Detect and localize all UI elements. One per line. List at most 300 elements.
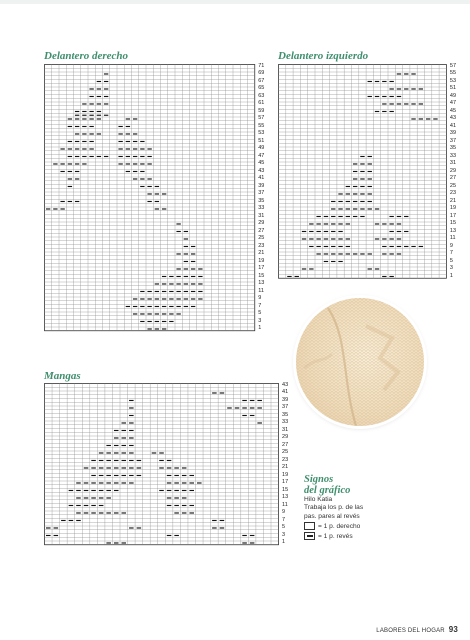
left-front-purl-stitch (389, 223, 393, 224)
left-front-purl-stitch (375, 81, 379, 82)
left-front-row-number: 3 (449, 265, 453, 272)
sleeves-purl-stitch (182, 475, 187, 476)
sleeves-purl-stitch (76, 490, 81, 491)
right-front-purl-stitch (104, 88, 108, 89)
knit-stitch-row (296, 385, 424, 388)
sleeves-purl-stitch (250, 407, 255, 408)
sleeves-purl-stitch (220, 527, 225, 528)
left-front-row-number: 53 (449, 77, 457, 84)
sleeves-purl-stitch (167, 490, 172, 491)
left-front-purl-stitch (360, 171, 364, 172)
right-front-purl-stitch (140, 148, 144, 149)
left-front-purl-stitch (338, 261, 342, 262)
knit-stitch-row (296, 406, 424, 409)
sleeves-purl-stitch (174, 490, 179, 491)
right-front-purl-stitch (97, 88, 101, 89)
knit-stitch-row (296, 388, 424, 391)
right-front-purl-stitch (68, 201, 72, 202)
sleeves-row-number: 13 (282, 494, 289, 501)
left-front-purl-stitch (368, 178, 372, 179)
knit-stitch-row (296, 421, 424, 424)
legend-title-line1: Signos (304, 474, 334, 485)
left-front-purl-stitch (331, 201, 335, 202)
knit-stitch-row (296, 346, 424, 349)
sleeves-purl-stitch (76, 505, 81, 506)
left-front-purl-stitch (360, 178, 364, 179)
left-front-purl-stitch (316, 223, 320, 224)
right-front-purl-stitch (184, 283, 188, 284)
right-front-row-number: 31 (258, 212, 265, 219)
knit-stitch-row (296, 373, 424, 376)
left-front-purl-stitch (389, 216, 393, 217)
left-front-purl-stitch (324, 231, 328, 232)
right-front-purl-stitch (126, 141, 130, 142)
right-front-purl-stitch (169, 283, 173, 284)
left-front-purl-stitch (324, 253, 328, 254)
left-front-purl-stitch (368, 171, 372, 172)
sleeves-purl-stitch (137, 475, 142, 476)
sleeves-purl-stitch (114, 452, 119, 453)
left-front-purl-stitch (302, 238, 306, 239)
sleeves-purl-stitch (99, 490, 104, 491)
left-front-purl-stitch (368, 201, 372, 202)
sleeves-purl-stitch (242, 400, 247, 401)
right-front-purl-stitch (60, 171, 64, 172)
sleeves-purl-stitch (167, 535, 172, 536)
right-front-purl-stitch (133, 306, 137, 307)
left-front-purl-stitch (331, 246, 335, 247)
right-front-purl-stitch (176, 253, 180, 254)
sleeves-purl-stitch (114, 460, 119, 461)
left-front-purl-stitch (331, 238, 335, 239)
right-front-row-number: 13 (258, 280, 265, 287)
left-front-purl-stitch (338, 193, 342, 194)
right-front-purl-stitch (198, 298, 202, 299)
knit-stitch-row (296, 391, 424, 394)
right-front-row-number: 59 (258, 107, 265, 114)
left-front-purl-stitch (411, 118, 415, 119)
sleeves-purl-stitch (106, 512, 111, 513)
right-front-purl-stitch (82, 126, 86, 127)
right-front-purl-stitch (140, 163, 144, 164)
left-front-purl-stitch (309, 268, 313, 269)
left-front-purl-stitch (382, 253, 386, 254)
sleeves-row-number: 21 (282, 464, 289, 471)
left-front-purl-stitch (338, 246, 342, 247)
left-front-purl-stitch (331, 208, 335, 209)
right-front-purl-stitch (75, 141, 79, 142)
right-front-purl-stitch (169, 298, 173, 299)
knit-stitch-row (296, 340, 424, 343)
knit-stitch-row (296, 310, 424, 313)
right-front-purl-stitch (104, 81, 108, 82)
right-front-purl-stitch (198, 283, 202, 284)
left-front-purl-stitch (389, 238, 393, 239)
knit-stitch-row (296, 355, 424, 358)
legend-knit-label: = 1 p. derecho (318, 522, 361, 530)
sleeves-purl-stitch (197, 482, 202, 483)
right-front-purl-stitch (169, 291, 173, 292)
left-front-purl-stitch (309, 231, 313, 232)
right-front-purl-stitch (68, 178, 72, 179)
sleeves-purl-stitch (122, 452, 127, 453)
sleeves-purl-stitch (189, 505, 194, 506)
legend-knit-row (304, 521, 444, 531)
knit-stitch-row (296, 334, 424, 337)
left-front-row-number: 31 (449, 160, 457, 167)
right-front-purl-stitch (162, 291, 166, 292)
right-front-purl-stitch (184, 253, 188, 254)
sleeves-purl-stitch (257, 407, 262, 408)
right-front-purl-stitch (140, 171, 144, 172)
right-front-row-number: 27 (258, 227, 265, 234)
sleeves-purl-stitch (91, 460, 96, 461)
right-front-purl-stitch (97, 81, 101, 82)
sleeves-purl-stitch (99, 505, 104, 506)
left-front-purl-stitch (353, 201, 357, 202)
left-front-purl-stitch (389, 253, 393, 254)
left-front-purl-stitch (382, 246, 386, 247)
sleeves-row-number: 23 (282, 456, 289, 463)
knit-stitch-row (296, 367, 424, 370)
sleeves-title: Mangas (44, 370, 81, 382)
left-front-purl-stitch (426, 118, 430, 119)
sleeves-purl-stitch (159, 490, 164, 491)
left-front-row-number: 27 (449, 175, 457, 182)
right-front-purl-stitch (75, 171, 79, 172)
sleeves-purl-stitch (122, 437, 127, 438)
right-front-purl-stitch (191, 268, 195, 269)
right-front-purl-stitch (191, 291, 195, 292)
sleeves-purl-stitch (114, 542, 119, 543)
left-front-row-number: 23 (449, 190, 457, 197)
knit-stitch-row (296, 397, 424, 400)
knit-stitch-row (296, 403, 424, 406)
right-front-row-number: 53 (258, 130, 265, 137)
right-front-purl-stitch (147, 156, 151, 157)
right-front-purl-stitch (118, 133, 122, 134)
right-front-row-number: 41 (258, 175, 265, 182)
right-front-purl-stitch (75, 118, 79, 119)
right-front-purl-stitch (155, 208, 159, 209)
left-front-purl-stitch (316, 253, 320, 254)
left-front-purl-stitch (309, 246, 313, 247)
right-front-purl-stitch (75, 178, 79, 179)
left-front-purl-stitch (368, 81, 372, 82)
sleeves-purl-stitch (122, 542, 127, 543)
right-front-purl-stitch (89, 118, 93, 119)
sleeves-row-number: 37 (282, 404, 289, 411)
right-front-purl-stitch (75, 201, 79, 202)
left-front-purl-stitch (316, 216, 320, 217)
right-front-purl-stitch (176, 306, 180, 307)
sleeves-purl-stitch (159, 460, 164, 461)
right-front-purl-stitch (68, 126, 72, 127)
right-front-purl-stitch (162, 328, 166, 329)
left-front-purl-stitch (331, 231, 335, 232)
left-front-purl-stitch (353, 193, 357, 194)
sleeves-row-number: 17 (282, 479, 289, 486)
left-front-purl-stitch (324, 223, 328, 224)
left-front-purl-stitch (360, 253, 364, 254)
sleeves-purl-stitch (235, 407, 240, 408)
sleeves-purl-stitch (174, 505, 179, 506)
left-front-purl-stitch (316, 231, 320, 232)
knit-stitch-row (296, 415, 424, 418)
right-front-purl-stitch (60, 201, 64, 202)
sleeves-purl-stitch (182, 505, 187, 506)
sleeves-purl-stitch (69, 505, 74, 506)
sleeves-purl-stitch (84, 497, 89, 498)
sleeves-purl-stitch (91, 505, 96, 506)
right-front-purl-stitch (68, 118, 72, 119)
sleeves-purl-stitch (122, 445, 127, 446)
right-front-purl-stitch (191, 298, 195, 299)
right-front-row-number: 17 (258, 265, 265, 272)
sleeves-purl-stitch (250, 535, 255, 536)
left-front-purl-stitch (389, 276, 393, 277)
sleeves-purl-stitch (69, 520, 74, 521)
right-front-purl-stitch (97, 118, 101, 119)
right-front-purl-stitch (140, 306, 144, 307)
sleeves-purl-stitch (137, 527, 142, 528)
right-front-purl-stitch (155, 186, 159, 187)
sleeves-purl-stitch (182, 482, 187, 483)
left-front-title: Delantero izquierdo (278, 50, 369, 62)
right-front-purl-stitch (104, 156, 108, 157)
left-front-grid (278, 64, 447, 279)
right-front-cells (45, 65, 255, 331)
knit-stitch-row (296, 382, 424, 385)
left-front-purl-stitch (331, 261, 335, 262)
sleeves-purl-stitch (106, 482, 111, 483)
left-front-purl-stitch (360, 193, 364, 194)
left-front-purl-stitch (346, 208, 350, 209)
knit-stitch-row (296, 370, 424, 373)
left-front-row-number: 51 (449, 85, 457, 92)
sleeves-purl-stitch (61, 520, 66, 521)
left-front-purl-stitch (331, 216, 335, 217)
left-front-purl-stitch (411, 246, 415, 247)
right-front-purl-stitch (60, 208, 64, 209)
knit-stitch-row (296, 394, 424, 397)
left-front-row-number: 39 (449, 130, 457, 137)
right-front-purl-stitch (126, 118, 130, 119)
left-front-purl-stitch (360, 208, 364, 209)
right-front-purl-stitch (82, 133, 86, 134)
left-front-purl-stitch (346, 216, 350, 217)
sleeves-row-number: 35 (282, 411, 289, 418)
left-front-row-number: 25 (449, 182, 457, 189)
right-front-purl-stitch (97, 103, 101, 104)
left-front-purl-stitch (353, 186, 357, 187)
sleeves-purl-stitch (54, 535, 59, 536)
right-front-purl-stitch (162, 321, 166, 322)
left-front-purl-stitch (360, 186, 364, 187)
right-front-purl-stitch (133, 148, 137, 149)
right-front-purl-stitch (104, 103, 108, 104)
sleeves-purl-stitch (114, 475, 119, 476)
right-front-purl-stitch (184, 306, 188, 307)
right-front-purl-stitch (140, 321, 144, 322)
sleeves-purl-stitch (99, 467, 104, 468)
left-front-purl-stitch (324, 238, 328, 239)
left-front-purl-stitch (397, 231, 401, 232)
sleeves-purl-stitch (167, 460, 172, 461)
left-front-row-number: 43 (449, 115, 457, 122)
sleeves-purl-stitch (174, 535, 179, 536)
sleeves-purl-stitch (182, 467, 187, 468)
right-front-purl-stitch (68, 163, 72, 164)
sleeves-purl-stitch (137, 460, 142, 461)
sleeves-purl-stitch (122, 460, 127, 461)
sleeves-purl-stitch (114, 445, 119, 446)
right-front-purl-stitch (82, 118, 86, 119)
left-front-purl-stitch (382, 238, 386, 239)
right-front-row-number: 25 (258, 235, 265, 242)
sleeves-purl-stitch (122, 430, 127, 431)
left-front-purl-stitch (324, 246, 328, 247)
left-front-purl-stitch (397, 73, 401, 74)
sleeves-purl-stitch (99, 512, 104, 513)
left-front-purl-stitch (346, 246, 350, 247)
left-front-purl-stitch (404, 88, 408, 89)
left-front-purl-stitch (411, 103, 415, 104)
left-front-row-number: 17 (449, 212, 457, 219)
right-front-purl-stitch (191, 283, 195, 284)
right-front-purl-stitch (191, 246, 195, 247)
right-front-purl-stitch (155, 283, 159, 284)
left-front-purl-stitch (324, 216, 328, 217)
right-front-purl-stitch (75, 156, 79, 157)
left-front-purl-stitch (382, 223, 386, 224)
knit-stitch-row (296, 379, 424, 382)
left-front-purl-stitch (368, 163, 372, 164)
left-front-purl-stitch (404, 246, 408, 247)
legend-title-line2: del gráfico (304, 485, 351, 496)
left-front-purl-stitch (397, 253, 401, 254)
right-front-purl-stitch (147, 163, 151, 164)
knit-stitch-row (296, 331, 424, 334)
sleeves-purl-stitch (182, 490, 187, 491)
page-footer (376, 625, 458, 634)
left-front-purl-stitch (368, 268, 372, 269)
sleeves-purl-stitch (99, 460, 104, 461)
sleeves-purl-stitch (182, 497, 187, 498)
left-front-purl-stitch (389, 111, 393, 112)
sleeves-purl-stitch (122, 467, 127, 468)
left-front-purl-stitch (375, 238, 379, 239)
sleeves-purl-stitch (122, 512, 127, 513)
right-front-row-number: 67 (258, 77, 265, 84)
right-front-purl-stitch (82, 163, 86, 164)
right-front-row-number: 37 (258, 190, 265, 197)
right-front-row-number: 61 (258, 100, 265, 107)
left-front-purl-stitch (389, 103, 393, 104)
right-front-purl-stitch (155, 193, 159, 194)
right-front-purl-stitch (176, 283, 180, 284)
sleeves-row-number: 15 (282, 486, 289, 493)
right-front-purl-stitch (126, 126, 130, 127)
right-front-purl-stitch (82, 156, 86, 157)
right-front-purl-stitch (133, 133, 137, 134)
right-front-row-number: 7 (258, 302, 262, 309)
left-front-purl-stitch (338, 208, 342, 209)
right-front-purl-stitch (75, 111, 79, 112)
right-front-purl-stitch (140, 313, 144, 314)
right-front-purl-stitch (133, 163, 137, 164)
sleeves-purl-stitch (212, 520, 217, 521)
right-front-purl-stitch (89, 148, 93, 149)
left-front-row-number: 19 (449, 205, 457, 212)
sleeves-row-number: 41 (282, 389, 289, 396)
right-front-purl-stitch (82, 141, 86, 142)
sleeves-purl-stitch (99, 497, 104, 498)
sleeves-purl-stitch (129, 422, 134, 423)
sleeves-purl-stitch (46, 535, 51, 536)
right-front-purl-stitch (184, 246, 188, 247)
sleeves-purl-stitch (242, 542, 247, 543)
left-front-purl-stitch (346, 186, 350, 187)
right-front-purl-stitch (155, 201, 159, 202)
right-front-purl-stitch (169, 321, 173, 322)
left-front-purl-stitch (382, 81, 386, 82)
sleeves-purl-stitch (167, 497, 172, 498)
left-front-purl-stitch (316, 246, 320, 247)
right-front-purl-stitch (118, 156, 122, 157)
sleeves-purl-stitch (91, 467, 96, 468)
right-front-purl-stitch (60, 148, 64, 149)
legend-purl-label: = 1 p. revés (318, 532, 353, 540)
left-front-purl-stitch (389, 96, 393, 97)
left-front-row-number: 35 (449, 145, 457, 152)
right-front-purl-stitch (53, 163, 57, 164)
sleeves-purl-stitch (76, 512, 81, 513)
sleeves-purl-stitch (189, 475, 194, 476)
legend-note-line2: pas. pares al revés (304, 512, 360, 520)
right-front-purl-stitch (155, 291, 159, 292)
left-front-purl-stitch (346, 238, 350, 239)
top-rule (0, 0, 470, 4)
left-front-purl-stitch (346, 201, 350, 202)
left-front-purl-stitch (397, 216, 401, 217)
sleeves-row-number: 7 (282, 516, 286, 523)
sleeves-purl-stitch (129, 475, 134, 476)
left-front-purl-stitch (316, 238, 320, 239)
right-front-purl-stitch (155, 328, 159, 329)
right-front-purl-stitch (169, 313, 173, 314)
knit-stitch-row (296, 412, 424, 415)
sleeves-row-number: 25 (282, 449, 289, 456)
right-front-purl-stitch (97, 96, 101, 97)
sleeves-purl-stitch (114, 467, 119, 468)
right-front-purl-stitch (147, 201, 151, 202)
sleeves-purl-stitch (106, 490, 111, 491)
left-front-purl-stitch (404, 103, 408, 104)
left-front-purl-stitch (411, 88, 415, 89)
right-front-row-number: 49 (258, 145, 265, 152)
sleeves-purl-stitch (227, 407, 232, 408)
sleeves-purl-stitch (129, 527, 134, 528)
right-front-purl-stitch (191, 253, 195, 254)
left-front-purl-stitch (397, 103, 401, 104)
left-front-purl-stitch (338, 201, 342, 202)
right-front-purl-stitch (162, 193, 166, 194)
right-front-purl-stitch (89, 126, 93, 127)
sleeves-purl-stitch (167, 505, 172, 506)
left-front-purl-stitch (287, 276, 291, 277)
sleeves-row-number: 5 (282, 524, 286, 531)
